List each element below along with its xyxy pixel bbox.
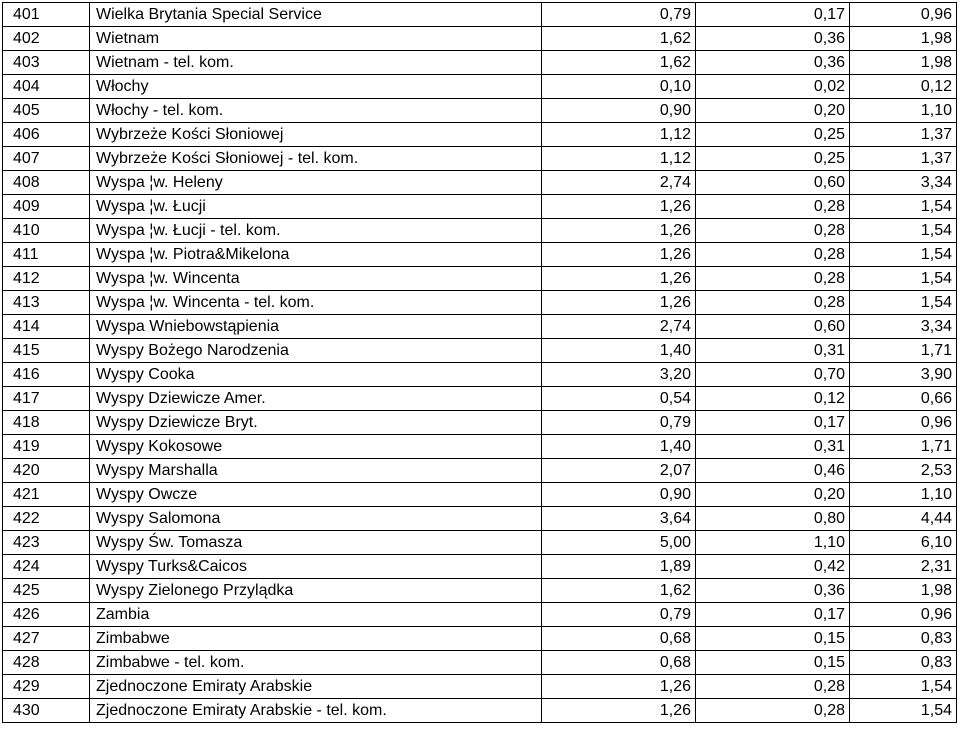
vat-amount-cell: 0,17 xyxy=(696,603,850,627)
vat-amount-cell: 0,25 xyxy=(696,123,850,147)
vat-amount-cell: 0,28 xyxy=(696,219,850,243)
table-row xyxy=(3,699,957,723)
destination-name-cell: Wyspy Dziewicze Amer. xyxy=(90,387,542,411)
destination-name-cell: Wyspa ¦w. Łucji xyxy=(90,195,542,219)
row-number-cell: 414 xyxy=(3,315,90,339)
vat-amount-cell: 0,36 xyxy=(696,51,850,75)
net-price-cell: 0,90 xyxy=(542,483,696,507)
table-row xyxy=(3,651,957,675)
gross-price-cell: 1,54 xyxy=(850,243,957,267)
gross-price-cell: 3,34 xyxy=(850,315,957,339)
net-price-cell: 1,62 xyxy=(542,579,696,603)
net-price-cell: 5,00 xyxy=(542,531,696,555)
vat-amount-cell: 0,20 xyxy=(696,99,850,123)
vat-amount-cell: 0,31 xyxy=(696,339,850,363)
row-number-cell: 426 xyxy=(3,603,90,627)
destination-name-cell: Zambia xyxy=(90,603,542,627)
vat-amount-cell: 0,36 xyxy=(696,27,850,51)
destination-name-cell: Wyspa ¦w. Wincenta - tel. kom. xyxy=(90,291,542,315)
net-price-cell: 1,26 xyxy=(542,291,696,315)
row-number-cell: 427 xyxy=(3,627,90,651)
destination-name-cell: Włochy xyxy=(90,75,542,99)
net-price-cell: 2,07 xyxy=(542,459,696,483)
row-number-cell: 412 xyxy=(3,267,90,291)
gross-price-cell: 2,31 xyxy=(850,555,957,579)
table-row xyxy=(3,27,957,51)
net-price-cell: 3,64 xyxy=(542,507,696,531)
gross-price-cell: 3,90 xyxy=(850,363,957,387)
row-number-cell: 403 xyxy=(3,51,90,75)
row-number-cell: 423 xyxy=(3,531,90,555)
net-price-cell: 2,74 xyxy=(542,171,696,195)
vat-amount-cell: 0,15 xyxy=(696,627,850,651)
gross-price-cell: 1,98 xyxy=(850,51,957,75)
net-price-cell: 1,26 xyxy=(542,699,696,723)
vat-amount-cell: 0,28 xyxy=(696,267,850,291)
row-number-cell: 421 xyxy=(3,483,90,507)
gross-price-cell: 2,53 xyxy=(850,459,957,483)
gross-price-cell: 0,83 xyxy=(850,627,957,651)
row-number-cell: 402 xyxy=(3,27,90,51)
vat-amount-cell: 0,12 xyxy=(696,387,850,411)
gross-price-cell: 1,54 xyxy=(850,267,957,291)
vat-amount-cell: 0,28 xyxy=(696,675,850,699)
table-row xyxy=(3,291,957,315)
vat-amount-cell: 0,02 xyxy=(696,75,850,99)
gross-price-cell: 1,54 xyxy=(850,291,957,315)
gross-price-cell: 4,44 xyxy=(850,507,957,531)
vat-amount-cell: 1,10 xyxy=(696,531,850,555)
net-price-cell: 0,79 xyxy=(542,603,696,627)
destination-name-cell: Wybrzeże Kości Słoniowej - tel. kom. xyxy=(90,147,542,171)
gross-price-cell: 0,96 xyxy=(850,411,957,435)
table-row xyxy=(3,411,957,435)
vat-amount-cell: 0,60 xyxy=(696,315,850,339)
vat-amount-cell: 0,28 xyxy=(696,243,850,267)
rates-table xyxy=(2,2,957,723)
table-row xyxy=(3,675,957,699)
gross-price-cell: 1,10 xyxy=(850,483,957,507)
gross-price-cell: 1,37 xyxy=(850,147,957,171)
table-row xyxy=(3,51,957,75)
net-price-cell: 0,79 xyxy=(542,3,696,27)
gross-price-cell: 1,54 xyxy=(850,675,957,699)
destination-name-cell: Zimbabwe xyxy=(90,627,542,651)
net-price-cell: 0,90 xyxy=(542,99,696,123)
rates-table-body xyxy=(3,3,957,723)
gross-price-cell: 1,54 xyxy=(850,219,957,243)
net-price-cell: 1,26 xyxy=(542,219,696,243)
gross-price-cell: 1,54 xyxy=(850,699,957,723)
net-price-cell: 0,79 xyxy=(542,411,696,435)
gross-price-cell: 0,66 xyxy=(850,387,957,411)
destination-name-cell: Wyspy Marshalla xyxy=(90,459,542,483)
row-number-cell: 420 xyxy=(3,459,90,483)
destination-name-cell: Wyspa ¦w. Wincenta xyxy=(90,267,542,291)
table-row xyxy=(3,171,957,195)
table-row xyxy=(3,363,957,387)
gross-price-cell: 1,37 xyxy=(850,123,957,147)
destination-name-cell: Wyspy Cooka xyxy=(90,363,542,387)
destination-name-cell: Zimbabwe - tel. kom. xyxy=(90,651,542,675)
row-number-cell: 419 xyxy=(3,435,90,459)
vat-amount-cell: 0,60 xyxy=(696,171,850,195)
destination-name-cell: Wyspy Owcze xyxy=(90,483,542,507)
net-price-cell: 1,89 xyxy=(542,555,696,579)
table-row xyxy=(3,195,957,219)
destination-name-cell: Wyspy Św. Tomasza xyxy=(90,531,542,555)
net-price-cell: 0,54 xyxy=(542,387,696,411)
destination-name-cell: Wielka Brytania Special Service xyxy=(90,3,542,27)
table-row xyxy=(3,627,957,651)
gross-price-cell: 1,98 xyxy=(850,579,957,603)
gross-price-cell: 0,12 xyxy=(850,75,957,99)
destination-name-cell: Wyspy Kokosowe xyxy=(90,435,542,459)
destination-name-cell: Zjednoczone Emiraty Arabskie - tel. kom. xyxy=(90,699,542,723)
row-number-cell: 422 xyxy=(3,507,90,531)
row-number-cell: 408 xyxy=(3,171,90,195)
vat-amount-cell: 0,80 xyxy=(696,507,850,531)
gross-price-cell: 1,98 xyxy=(850,27,957,51)
row-number-cell: 401 xyxy=(3,3,90,27)
net-price-cell: 2,74 xyxy=(542,315,696,339)
row-number-cell: 415 xyxy=(3,339,90,363)
vat-amount-cell: 0,28 xyxy=(696,699,850,723)
destination-name-cell: Wybrzeże Kości Słoniowej xyxy=(90,123,542,147)
vat-amount-cell: 0,42 xyxy=(696,555,850,579)
vat-amount-cell: 0,31 xyxy=(696,435,850,459)
row-number-cell: 411 xyxy=(3,243,90,267)
row-number-cell: 418 xyxy=(3,411,90,435)
net-price-cell: 1,40 xyxy=(542,435,696,459)
net-price-cell: 1,12 xyxy=(542,123,696,147)
net-price-cell: 3,20 xyxy=(542,363,696,387)
net-price-cell: 1,26 xyxy=(542,267,696,291)
vat-amount-cell: 0,28 xyxy=(696,291,850,315)
vat-amount-cell: 0,15 xyxy=(696,651,850,675)
row-number-cell: 424 xyxy=(3,555,90,579)
row-number-cell: 409 xyxy=(3,195,90,219)
row-number-cell: 413 xyxy=(3,291,90,315)
gross-price-cell: 3,34 xyxy=(850,171,957,195)
destination-name-cell: Wietnam - tel. kom. xyxy=(90,51,542,75)
destination-name-cell: Wyspa ¦w. Piotra&Mikelona xyxy=(90,243,542,267)
vat-amount-cell: 0,46 xyxy=(696,459,850,483)
table-row xyxy=(3,531,957,555)
gross-price-cell: 1,71 xyxy=(850,339,957,363)
table-row xyxy=(3,219,957,243)
table-row xyxy=(3,75,957,99)
table-row xyxy=(3,555,957,579)
table-row xyxy=(3,507,957,531)
table-row xyxy=(3,147,957,171)
table-row xyxy=(3,123,957,147)
row-number-cell: 416 xyxy=(3,363,90,387)
table-row xyxy=(3,243,957,267)
vat-amount-cell: 0,20 xyxy=(696,483,850,507)
row-number-cell: 428 xyxy=(3,651,90,675)
net-price-cell: 0,10 xyxy=(542,75,696,99)
table-row xyxy=(3,579,957,603)
row-number-cell: 407 xyxy=(3,147,90,171)
destination-name-cell: Wyspy Dziewicze Bryt. xyxy=(90,411,542,435)
vat-amount-cell: 0,70 xyxy=(696,363,850,387)
vat-amount-cell: 0,36 xyxy=(696,579,850,603)
net-price-cell: 1,26 xyxy=(542,675,696,699)
table-row xyxy=(3,315,957,339)
gross-price-cell: 1,71 xyxy=(850,435,957,459)
table-row xyxy=(3,339,957,363)
net-price-cell: 1,62 xyxy=(542,51,696,75)
table-row xyxy=(3,603,957,627)
net-price-cell: 1,62 xyxy=(542,27,696,51)
vat-amount-cell: 0,25 xyxy=(696,147,850,171)
destination-name-cell: Zjednoczone Emiraty Arabskie xyxy=(90,675,542,699)
table-row xyxy=(3,267,957,291)
table-row xyxy=(3,99,957,123)
vat-amount-cell: 0,17 xyxy=(696,3,850,27)
destination-name-cell: Wyspa ¦w. Łucji - tel. kom. xyxy=(90,219,542,243)
row-number-cell: 429 xyxy=(3,675,90,699)
net-price-cell: 1,26 xyxy=(542,195,696,219)
vat-amount-cell: 0,17 xyxy=(696,411,850,435)
row-number-cell: 410 xyxy=(3,219,90,243)
gross-price-cell: 1,54 xyxy=(850,195,957,219)
table-row xyxy=(3,387,957,411)
net-price-cell: 1,12 xyxy=(542,147,696,171)
row-number-cell: 425 xyxy=(3,579,90,603)
gross-price-cell: 0,96 xyxy=(850,3,957,27)
table-row xyxy=(3,459,957,483)
destination-name-cell: Wyspy Salomona xyxy=(90,507,542,531)
row-number-cell: 406 xyxy=(3,123,90,147)
destination-name-cell: Włochy - tel. kom. xyxy=(90,99,542,123)
vat-amount-cell: 0,28 xyxy=(696,195,850,219)
row-number-cell: 417 xyxy=(3,387,90,411)
destination-name-cell: Wyspa Wniebowstąpienia xyxy=(90,315,542,339)
row-number-cell: 405 xyxy=(3,99,90,123)
net-price-cell: 0,68 xyxy=(542,651,696,675)
net-price-cell: 0,68 xyxy=(542,627,696,651)
row-number-cell: 404 xyxy=(3,75,90,99)
destination-name-cell: Wyspy Bożego Narodzenia xyxy=(90,339,542,363)
destination-name-cell: Wyspy Zielonego Przylądka xyxy=(90,579,542,603)
destination-name-cell: Wyspy Turks&Caicos xyxy=(90,555,542,579)
table-row xyxy=(3,435,957,459)
gross-price-cell: 6,10 xyxy=(850,531,957,555)
row-number-cell: 430 xyxy=(3,699,90,723)
table-row xyxy=(3,483,957,507)
net-price-cell: 1,26 xyxy=(542,243,696,267)
gross-price-cell: 0,83 xyxy=(850,651,957,675)
gross-price-cell: 0,96 xyxy=(850,603,957,627)
destination-name-cell: Wietnam xyxy=(90,27,542,51)
table-row xyxy=(3,3,957,27)
net-price-cell: 1,40 xyxy=(542,339,696,363)
gross-price-cell: 1,10 xyxy=(850,99,957,123)
destination-name-cell: Wyspa ¦w. Heleny xyxy=(90,171,542,195)
